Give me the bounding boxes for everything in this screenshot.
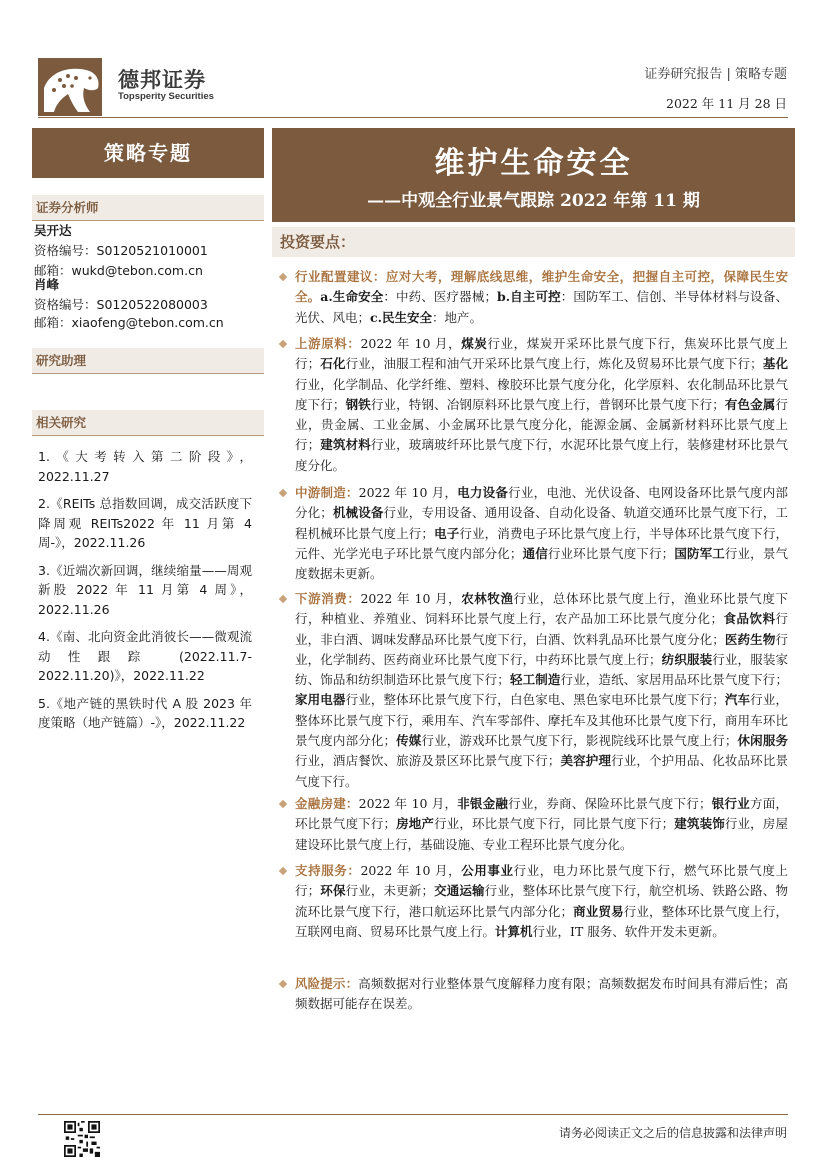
related-research-list: [38, 447, 252, 741]
paragraph-text: ：国防军工、信创、半导体材料与设备、光伏、风电；: [295, 289, 788, 325]
paragraph-text: 行业，贵金属、工业金属、小金属环比景气度分化，能源金属、金属新材料环比景气度上行；: [295, 396, 788, 453]
industry-keyword: 机械设备: [332, 505, 384, 521]
paragraph-services: [280, 861, 788, 942]
paragraph-label: 行业配置建议：: [295, 269, 386, 284]
industry-keyword: 非银金融: [457, 796, 509, 811]
paragraph-body: [295, 974, 788, 1015]
report-date: 2022 年 11 月 28 日: [666, 96, 787, 111]
analyst-email: 邮箱：wukd@tebon.com.cn: [34, 263, 203, 278]
paragraph-text: 行业，煤炭开采环比景气度下行，焦炭环比景气度上行；: [295, 336, 788, 372]
diamond-bullet-icon: [279, 340, 287, 348]
diamond-bullet-icon: [279, 980, 287, 988]
paragraph-upstream: [280, 334, 788, 476]
industry-keyword: 交通运输: [433, 883, 485, 899]
legal-disclaimer: 请务必阅读正文之后的信息披露和法律声明: [558, 1126, 787, 1140]
paragraph-finance: [280, 794, 788, 855]
paragraph-text: 行业，化学制药、医药商业环比景气度下行，中药环比景气度上行；: [295, 631, 788, 667]
diamond-bullet-icon: [279, 489, 287, 497]
paragraph-text: 2022 年 10 月，: [360, 336, 462, 351]
paragraph-text: 行业环比景气度下行；: [547, 545, 675, 561]
related-research-item[interactable]: 3.《近端次新回调，继续缩量——周观新股 2022 年 11 月第 4 周》，2022.11.26: [38, 562, 252, 617]
industry-keyword: 国防军工: [674, 545, 725, 561]
paragraph-text: 2022 年 10 月，: [358, 796, 458, 811]
paragraph-body: [295, 267, 788, 328]
industry-keyword: 电力设备: [457, 485, 509, 500]
paragraph-text: 行业，IT 服务、软件开发未更新。: [532, 923, 725, 939]
paragraph-text: 行业，电池、光伏设备、电网设备环比景气度内部分化；: [295, 485, 788, 521]
paragraph-text: 高频数据对行业整体景气度解释力度有限；高频数据发布时间具有滞后性；高频数据可能存在误差。: [295, 976, 788, 1012]
paragraph-text: 行业，非白酒、调味发酵品环比景气度下行，白酒、饮料乳品环比景气度分化；: [295, 611, 788, 647]
diamond-bullet-icon: [279, 273, 287, 281]
paragraph-text: 行业，个护用品、化妆品环比景气度下行。: [295, 753, 788, 789]
paragraph-text: 方面，环比景气度下行；: [295, 796, 788, 832]
paragraph-text: 行业，消费电子环比景气度上行，半导体环比景气度下行，元件、光学光电子环比景气度内部分化；: [295, 525, 788, 561]
logo-chinese-name: 德邦证券: [118, 68, 206, 92]
analyst-name: 肖峰: [34, 277, 60, 292]
paragraph-text: 2022 年 10 月，: [360, 863, 462, 878]
paragraph-body: [295, 589, 788, 792]
paragraph-text: 行业，总体环比景气度上行，渔业环比景气度下行，种植业、养殖业、饲料环比景气度上行，农产品加工环比景气度分化；: [295, 591, 788, 627]
paragraph-downstream: [280, 589, 788, 792]
industry-keyword: 石化: [320, 356, 346, 372]
paragraph-text: 2022 年 10 月，: [360, 591, 462, 606]
company-logo: [38, 58, 218, 118]
paragraph-text: 行业，专用设备、通用设备、自动化设备、轨道交通环比景气度下行，工程机械环比景气度上行；: [295, 505, 788, 541]
industry-keyword: 农林牧渔: [461, 591, 514, 606]
industry-keyword: 公用事业: [461, 863, 514, 878]
paragraph-text: 行业，环比景气度下行，同比景气度下行；: [434, 816, 675, 832]
diamond-bullet-icon: [279, 867, 287, 875]
industry-keyword: 房地产: [396, 816, 435, 832]
industry-keyword: 计算机: [495, 923, 533, 939]
industry-keyword: 轻工制造: [509, 672, 561, 688]
paragraph-text: ：地产。: [431, 309, 482, 325]
paragraph-text: 行业，玻璃玻纤环比景气度下行，水泥环比景气度上行，装修建材环比景气度分化。: [295, 437, 788, 473]
paragraph-label: 中游制造：: [295, 485, 359, 500]
paragraph-text: 行业，油服工程和油气开采环比景气度上行，炼化及贸易环比景气度下行；: [345, 356, 763, 372]
industry-keyword: a.生命安全: [320, 289, 384, 305]
paragraph-text: ：中药、医疗器械；: [383, 289, 497, 305]
paragraph-label: 风险提示：: [295, 976, 359, 991]
paragraph-midstream: [280, 483, 788, 584]
paragraph-text: 行业，整体环比景气度下行，乘用车、汽车零部件、摩托车及其他环比景气度下行，商用车环比景气度内部分化；: [295, 692, 788, 749]
industry-keyword: 建筑材料: [320, 437, 371, 453]
analyst-name: 吴开达: [34, 223, 72, 238]
related-research-item[interactable]: 4.《南、北向资金此消彼长——微观流动性跟踪 (2022.11.7-2022.11.20)》，2022.11.22: [38, 629, 252, 683]
report-title: 维护生命安全: [434, 146, 633, 181]
industry-keyword: 食品饮料: [723, 611, 776, 627]
paragraph-label: 下游消费：: [295, 591, 361, 606]
paragraph-text: 行业，整体环比景气度下行，白色家电、黑色家电环比景气度下行；: [345, 692, 725, 708]
assistant-section-heading: [32, 348, 264, 374]
investment-points-heading: 投资要点：: [272, 227, 795, 257]
industry-keyword: 有色金属: [724, 396, 776, 412]
analyst-heading-text: 证券分析师: [36, 200, 99, 215]
industry-keyword: 电子: [433, 525, 460, 541]
analyst-email: 邮箱：xiaofeng@tebon.com.cn: [34, 315, 224, 330]
industry-keyword: 美容护理: [560, 753, 612, 769]
paragraph-text: 行业，酒店餐饮、旅游及景区环比景气度下行；: [295, 753, 561, 769]
document-type: 证券研究报告 | 策略专题: [644, 67, 787, 82]
diamond-bullet-icon: [279, 595, 287, 603]
paragraph-text: 2022 年 10 月，: [358, 485, 458, 500]
header-divider: [38, 117, 788, 118]
leopard-logo-icon: [38, 58, 102, 116]
industry-keyword: 银行业: [711, 796, 750, 811]
paragraph-body: [295, 861, 788, 942]
industry-keyword: c.民生安全: [370, 309, 432, 325]
industry-keyword: 建筑装饰: [674, 816, 725, 832]
analyst-cert: 资格编号：S0120522080003: [34, 297, 208, 312]
paragraph-label: 上游原料：: [295, 336, 361, 351]
industry-keyword: 通信: [522, 545, 548, 561]
industry-keyword: 纺织服装: [661, 651, 713, 667]
paragraph-text: 行业，游戏环比景气度下行，影视院线环比景气度上行；: [421, 733, 738, 749]
industry-keyword: 传媒: [396, 733, 422, 749]
title-banner: [272, 128, 795, 222]
industry-keyword: 煤炭: [461, 336, 488, 351]
paragraph-label: 支持服务：: [295, 863, 361, 878]
paragraph-text: 行业，房屋建设环比景气度上行，基础设施、专业工程环比景气度分化。: [295, 816, 788, 852]
paragraph-text: 行业，化学制品、化学纤维、塑料、橡胶环比景气度分化，化学原料、农化制品环比景气度下行；: [295, 376, 788, 412]
paragraph-text: 行业，整体环比景气度下行，航空机场、铁路公路、物流环比景气度下行，港口航运环比景气内部分化；: [295, 883, 788, 919]
industry-keyword: 商业贸易: [573, 903, 624, 919]
related-research-item[interactable]: 2.《REITs 总指数回调，成交活跃度下降周观 REITs2022 年 11 月第 4 周-》，2022.11.26: [38, 496, 252, 550]
industry-keyword: 基化: [762, 356, 788, 372]
paragraph-text: 行业，景气度数据未更新。: [295, 545, 788, 582]
paragraph-label: 金融房建：: [295, 796, 359, 811]
paragraph-text: 行业，电力环比景气度下行，燃气环比景气度上行；: [295, 863, 788, 899]
industry-keyword: 家用电器: [295, 692, 346, 708]
qr-code-icon[interactable]: [64, 1121, 100, 1157]
paragraph-risk: [280, 974, 788, 1015]
analyst-cert: 资格编号：S0120521010001: [34, 243, 208, 258]
diamond-bullet-icon: [279, 800, 287, 808]
analyst-section-heading: [32, 195, 264, 221]
report-subtitle: ——中观全行业景气跟踪 2022 年第 11 期: [367, 191, 700, 211]
industry-keyword: 环保: [320, 883, 346, 899]
related-heading-text: 相关研究: [36, 415, 87, 430]
paragraph-text: 行业，服装家纺、饰品和纺织制造环比景气度下行；: [295, 651, 788, 688]
paragraph-text: 应对大考，理解底线思维，维护生命安全，把握自主可控，保障民生安全。: [295, 269, 788, 305]
assistant-heading-text: 研究助理: [36, 353, 87, 368]
paragraph-text: 行业，特钢、冶钢原料环比景气度上行，普钢环比景气度下行；: [370, 396, 725, 412]
related-research-item[interactable]: 5.《地产链的黑铁时代 A 股 2023 年度策略（地产链篇）-》，2022.11.22: [38, 695, 252, 730]
related-research-item[interactable]: 1.《大考转入第二阶段》，2022.11.27: [38, 449, 252, 484]
sidebar-title: 策略专题: [32, 128, 264, 178]
paragraph-body: [295, 334, 788, 476]
paragraph-text: 行业，券商、保险环比景气度下行；: [508, 796, 712, 811]
industry-keyword: 汽车: [724, 692, 751, 708]
industry-keyword: 钢铁: [345, 396, 371, 412]
footer-divider: [38, 1114, 788, 1115]
paragraph-body: [295, 483, 788, 584]
paragraph-text: 行业，造纸、家居用品环比景气度下行；: [560, 672, 788, 688]
related-section-heading: [32, 410, 264, 436]
paragraph-text: 行业，整体环比景气度上行，互联网电商、贸易环比景气度上行。: [295, 903, 788, 939]
paragraph-text: 行业，未更新；: [345, 883, 434, 899]
paragraph-body: [295, 794, 788, 855]
industry-keyword: 休闲服务: [737, 733, 788, 749]
logo-english-name: Topsperity Securities: [118, 91, 214, 102]
industry-keyword: 医药生物: [724, 631, 776, 647]
industry-keyword: b.自主可控: [496, 289, 561, 305]
paragraph-allocation: [280, 267, 788, 328]
